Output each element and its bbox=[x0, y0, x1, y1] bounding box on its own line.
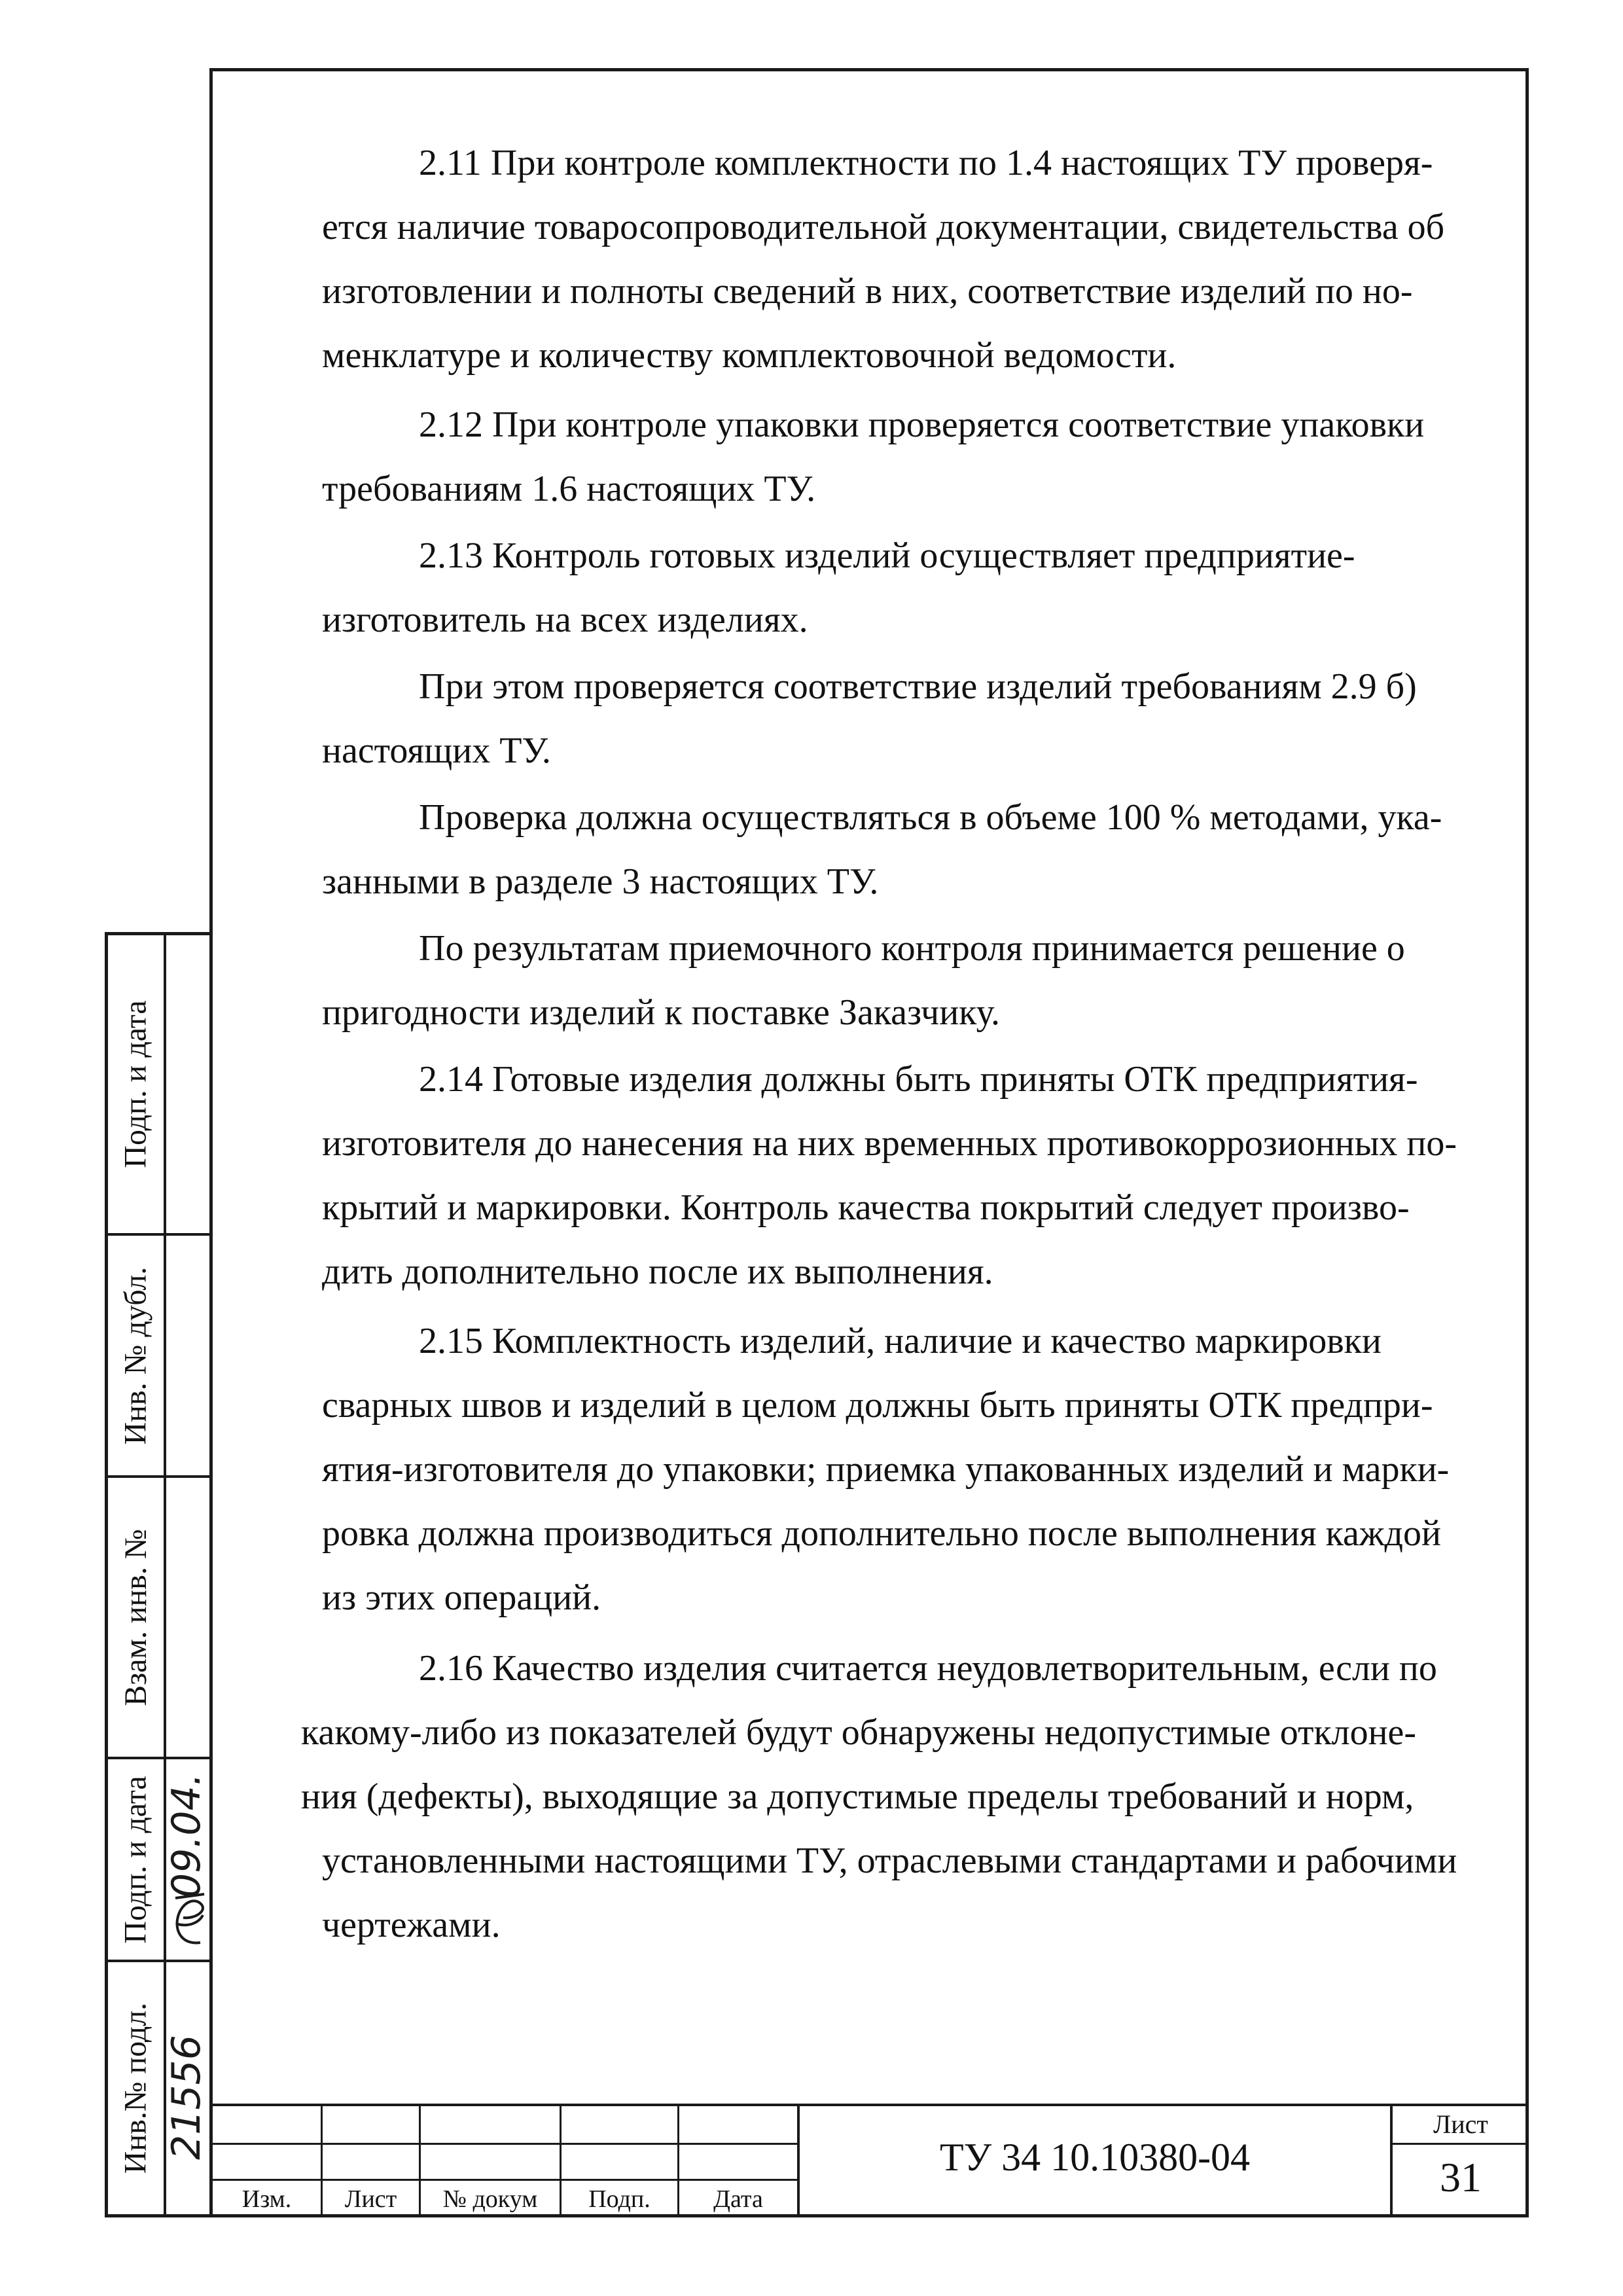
paragraph-line: занными в разделе 3 настоящих ТУ. bbox=[322, 861, 879, 902]
title-block-col-izm: Изм. bbox=[241, 2185, 292, 2213]
side-label-vzam-inv: Взам. инв. № bbox=[118, 1528, 153, 1706]
paragraph-line: изготовителя до нанесения на них временных противокоррозионных по- bbox=[322, 1123, 1457, 1164]
paragraph-line: изготовитель на всех изделиях. bbox=[322, 600, 808, 640]
side-cell-podp-data-1 bbox=[106, 935, 165, 1233]
paragraph-line: пригодности изделий к поставке Заказчику. bbox=[322, 992, 1000, 1033]
handwritten-inv-number: 21556 bbox=[164, 2035, 209, 2160]
paragraph-line: установленными настоящими ТУ, отраслевыми стандартами и рабочими bbox=[322, 1840, 1457, 1881]
side-stamp-border-bottom bbox=[105, 2214, 209, 2217]
paragraph-line: какому-либо из показателей будут обнаружены недопустимые отклоне- bbox=[301, 1712, 1417, 1753]
title-block-row-line bbox=[209, 2143, 798, 2145]
side-cell-inv-dubl bbox=[106, 1236, 165, 1475]
paragraph-line: требованиям 1.6 настоящих ТУ. bbox=[322, 469, 816, 509]
side-label-podp-data-2: Подп. и дата bbox=[118, 1775, 153, 1944]
side-cell-podp-data-2 bbox=[106, 1759, 165, 1960]
paragraph-line: Проверка должна осуществляться в объеме 100 % методами, ука- bbox=[419, 797, 1442, 838]
paragraph-line: ется наличие товаросопроводительной документации, свидетельства об bbox=[322, 207, 1445, 247]
title-block-col-doc: № докум bbox=[442, 2185, 538, 2213]
paragraph-line: настоящих ТУ. bbox=[322, 730, 551, 771]
side-label-inv-dubl: Инв. № дубл. bbox=[118, 1266, 153, 1444]
paragraph-line: крытий и маркировки. Контроль качества покрытий следует произво- bbox=[322, 1187, 1410, 1228]
paragraph-line: 2.13 Контроль готовых изделий осуществляет предприятие- bbox=[419, 535, 1355, 576]
side-label-podp-data-1: Подп. и дата bbox=[118, 999, 153, 1168]
title-block-col-list: Лист bbox=[344, 2185, 397, 2213]
paragraph-line: дить дополнительно после их выполнения. bbox=[322, 1251, 993, 1292]
paragraph-line: чертежами. bbox=[322, 1905, 501, 1945]
paragraph-line: 2.16 Качество изделия считается неудовлетворительным, если по bbox=[419, 1648, 1437, 1689]
paragraph-line: 2.15 Комплектность изделий, наличие и качество маркировки bbox=[419, 1321, 1382, 1361]
paragraph-line: изготовлении и полноты сведений в них, соответствие изделий по но- bbox=[322, 271, 1413, 312]
sheet-label: Лист bbox=[1433, 2109, 1488, 2139]
paragraph-line: 2.11 При контроле комплектности по 1.4 настоящих ТУ проверя- bbox=[419, 143, 1433, 183]
sheet-cell-divider bbox=[1391, 2143, 1529, 2145]
handwritten-date: 09.04. bbox=[164, 1773, 209, 1898]
paragraph-line: При этом проверяется соответствие изделий требованиям 2.9 б) bbox=[419, 666, 1417, 707]
side-cell-vzam-inv bbox=[106, 1478, 165, 1757]
side-label-inv-podl: Инв.№ подл. bbox=[118, 2002, 153, 2174]
paragraph-line: 2.12 При контроле упаковки проверяется соответствие упаковки bbox=[419, 404, 1425, 445]
paragraph-line: ровка должна производиться дополнительно после выполнения каждой bbox=[322, 1513, 1441, 1554]
paragraph-line: 2.14 Готовые изделия должны быть приняты ОТК предприятия- bbox=[419, 1059, 1418, 1100]
paragraph-line: менклатуре и количеству комплектовочной ведомости. bbox=[322, 335, 1177, 376]
side-cell-inv-podl bbox=[106, 1962, 165, 2214]
title-block-top-line bbox=[209, 2104, 1529, 2106]
title-block-col-podp: Подп. bbox=[588, 2185, 651, 2213]
paragraph-line: По результатам приемочного контроля принимается решение о bbox=[419, 928, 1405, 969]
sheet-number: 31 bbox=[1440, 2154, 1482, 2200]
paragraph-line: ятия-изготовителя до упаковки; приемка упакованных изделий и марки- bbox=[322, 1449, 1450, 1490]
title-block-col-data: Дата bbox=[713, 2185, 763, 2213]
paragraph-line: из этих операций. bbox=[322, 1577, 601, 1618]
document-designation: ТУ 34 10.10380-04 bbox=[939, 2136, 1251, 2179]
paragraph-line: ния (дефекты), выходящие за допустимые пределы требований и норм, bbox=[301, 1776, 1414, 1817]
paragraph-line: сварных швов и изделий в целом должны быть приняты ОТК предпри- bbox=[322, 1385, 1433, 1426]
